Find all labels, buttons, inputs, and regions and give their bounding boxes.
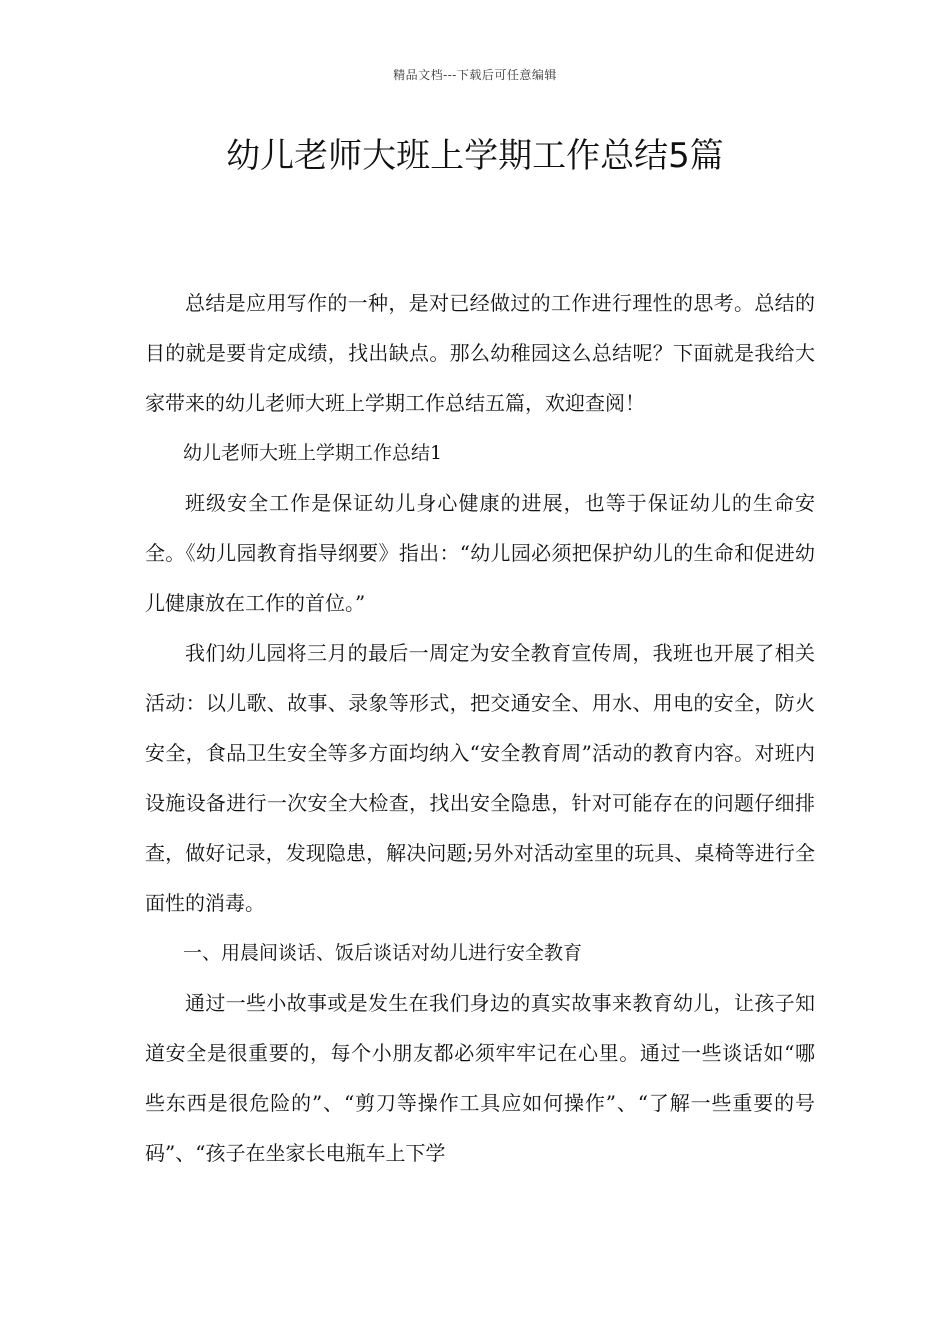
body-paragraph: 班级安全工作是保证幼儿身心健康的进展，也等于保证幼儿的生命安全。《幼儿园教育指导纲要》指出：“幼儿园必须把保护幼儿的生命和促进幼儿健康放在工作的首位。” xyxy=(145,491,815,615)
subsection-heading: 一、用晨间谈话、饭后谈话对幼儿进行安全教育 xyxy=(183,942,583,964)
section-heading-summary-1: 幼儿老师大班上学期工作总结1 xyxy=(183,442,443,464)
body-paragraph: 通过一些小故事或是发生在我们身边的真实故事来教育幼儿，让孩子知道安全是很重要的，每个小朋友都必须牢牢记在心里。通过一些谈话如“哪些东西是很危险的”、“剪刀等操作工具应如何操作”、“了解一些重要的号码”、“孩子在坐家长电瓶车上下学 xyxy=(145,991,815,1165)
document-title: 幼儿老师大班上学期工作总结5篇 xyxy=(226,136,724,176)
body-paragraph: 我们幼儿园将三月的最后一周定为安全教育宣传周，我班也开展了相关活动：以儿歌、故事、录象等形式，把交通安全、用水、用电的安全，防火安全，食品卫生安全等多方面均纳入“安全教育周”活动的教育内容。对班内设施设备进行一次安全大检查，找出安全隐患，针对可能存在的问题仔细排查，做好记录，发现隐患，解决问题;另外对活动室里的玩具、桌椅等进行全面性的消毒。 xyxy=(145,641,815,915)
document-header-note: 精品文档---下载后可任意编辑 xyxy=(393,68,557,82)
intro-paragraph: 总结是应用写作的一种，是对已经做过的工作进行理性的思考。总结的目的就是要肯定成绩，找出缺点。那么幼稚园这么总结呢？下面就是我给大家带来的幼儿老师大班上学期工作总结五篇，欢迎查阅！ xyxy=(145,291,815,415)
document-body xyxy=(145,278,815,1178)
